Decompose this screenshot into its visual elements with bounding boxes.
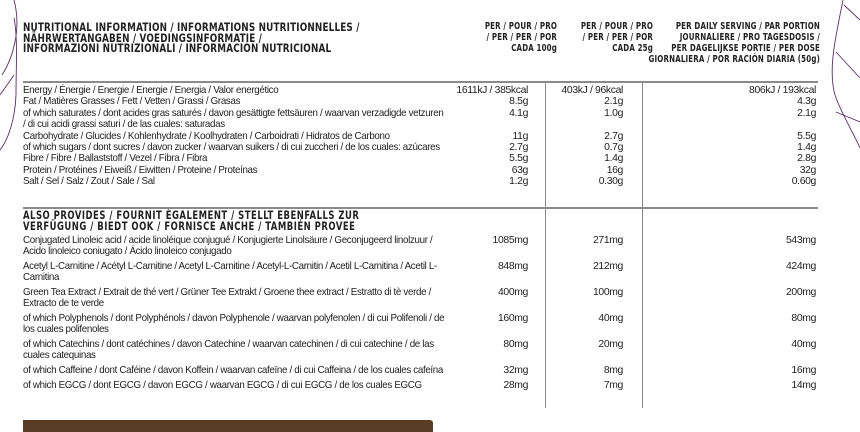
- column-header-daily-serving: PER DAILY SERVING / PAR PORTION JOURNALIERE / PRO TAGESDOSIS / PER DAGELIJKSE PORTIE / PER DOSE GIORNALIERA / POR RACIÓN DIARIA (50g): [648, 21, 820, 65]
- table-row-energy: Energy / Énergie / Energie / Energie / Energia / Valor energético 1611kJ / 385kcal 403kJ / 96kcal 806kJ / 193kcal: [23, 85, 816, 96]
- table-row-protein: Protein / Protéines / Eiweiß / Eiwitten / Proteine / Proteínas 63g 16g 32g: [23, 164, 816, 176]
- table-row-egcg: of which EGCG / dont EGCG / davon EGCG / waarvan EGCG / di cui EGCG / de los cuales EGCG 28mg 7mg 14mg: [23, 379, 816, 391]
- table-row-catechins: of which Catechins / dont catéchines / davon Catechine / waarvan catechinen / di cui catechine / de las cuales catequinas 80mg 20mg 40mg: [23, 339, 816, 362]
- column-header-per-25g: PER / POUR / PRO / PER / PER / POR CADA 25g: [580, 21, 653, 54]
- table-row-polyphenols: of which Polyphenols / dont Polyphénols / davon Polyphenole / waarvan polyfenolen / di cui Polifenoli / de los cuales polifenoles 160mg 40mg 80mg: [23, 313, 816, 336]
- table-row-saturates: of which saturates / dont acides gras saturés / davon gesättigte fettsäuren / waarvan verzadigde vetzuren / di cui acidi grassi saturi / de las cuales: saturadas 4.1g 1.0g 2.1g: [23, 107, 816, 131]
- table-row-acetyl-l-carnitine: Acetyl L-Carnitine / Acétyl L-Carnitine / Acetyl L-Carnitine / Acetyl-L-Carnitin / Acetil L-Carnitina / Acetil L-Carnitina 848mg 212mg 424mg: [23, 261, 816, 284]
- also-provides-rows: [23, 235, 818, 394]
- header-divider: [23, 81, 818, 83]
- table-row-fibre: Fibre / Fibre / Ballaststoff / Vezel / Fibra / Fibra 5.5g 1.4g 2.8g: [23, 153, 816, 165]
- table-row-cla: Conjugated Linoleic acid / acide linoléique conjugué / Konjugierte Linolsäure / Geconjugeerd linolzuur / Acido linoleico coniugato / Ácido linoleico conjugado 1085mg 271mg 543mg: [23, 235, 816, 258]
- table-row-carbohydrate: Carbohydrate / Glucides / Kohlenhydrate / Koolhydraten / Carboidrati / Hidratos de Carbono 11g 2.7g 5.5g: [23, 130, 816, 142]
- table-title: NUTRITIONAL INFORMATION / INFORMATIONS NUTRITIONNELLES / NÄHRWERTANGABEN / VOEDINGSINFORMATIE / INFORMAZIONI NUTRIZIONALI / INFORMACIÓN NUTRICIONAL: [23, 20, 360, 56]
- table-row-fat: Fat / Matières Grasses / Fett / Vetten / Grassi / Grasas 8.5g 2.1g 4.3g: [23, 96, 816, 108]
- table-row-green-tea-extract: Green Tea Extract / Extrait de thé vert / Grüner Tee Extrakt / Groene thee extract / Estratto di tè verde / Extracto de te verde 400mg 100mg 200mg: [23, 287, 816, 310]
- table-row-salt: Salt / Sel / Salz / Zout / Sale / Sal 1.2g 0.30g 0.60g: [23, 176, 816, 188]
- also-provides-heading: ALSO PROVIDES / FOURNIT ÉGALEMENT / STELLT EBENFALLS ZUR VERFÜGUNG / BIEDT OOK / FORNISCE ANCHE / TAMBIÉN PROVEE: [23, 209, 360, 233]
- nutrient-rows: [23, 85, 818, 188]
- table-row-caffeine: of which Caffeine / dont Caféine / davon Koffein / waarvan cafeïne / di cui Caffeina / de los cuales cafeína 32mg 8mg 16mg: [23, 365, 816, 376]
- table-row-sugars: of which sugars / dont sucres / davon zucker / waarvan suikers / di cui zuccheri / de los cuales: azúcares 2.7g 0.7g 1.4g: [23, 142, 816, 154]
- column-header-per-100g: PER / POUR / PRO / PER / PER / POR CADA 100g: [484, 21, 557, 54]
- brown-footer-bar: [23, 420, 433, 432]
